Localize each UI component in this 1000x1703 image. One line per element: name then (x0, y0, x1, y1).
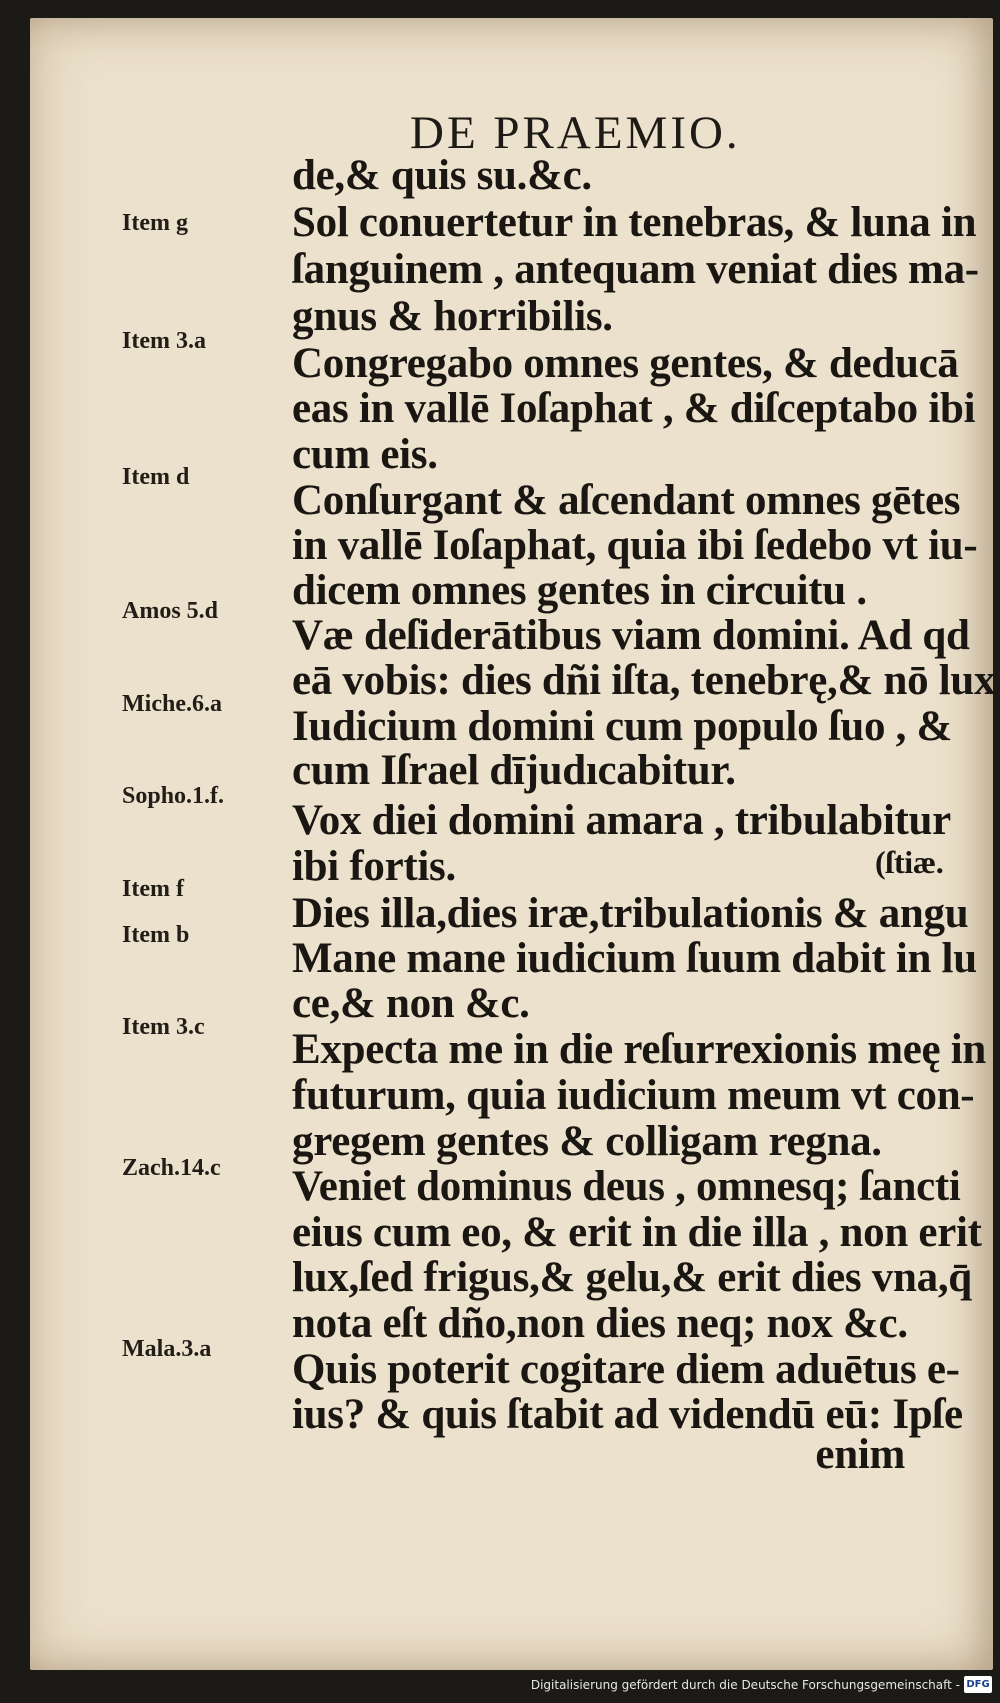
text-line: Quis poterit cogitare diem aduētus e- (292, 1346, 960, 1393)
text-line: Sol conuertetur in tenebras, & luna in (292, 199, 977, 246)
marginal-reference: Item f (122, 876, 184, 902)
text-line: Veniet dominus deus , omnesq; ſancti (292, 1163, 961, 1210)
text-line: ce,& non &c. (292, 980, 530, 1027)
marginal-reference: Item 3.a (122, 328, 206, 354)
marginal-reference: Zach.14.c (122, 1155, 221, 1181)
text-line: ſanguinem , antequam veniat dies ma- (292, 246, 979, 293)
funding-credit: Digitalisierung gefördert durch die Deutsche Forschungsgemeinschaft - (530, 1678, 960, 1692)
marginal-reference: Item g (122, 210, 188, 236)
dfg-logo: DFG (964, 1676, 992, 1693)
text-line: Congregabo omnes gentes, & deducā (292, 340, 959, 387)
text-line: nota eſt dño,non dies neq; nox &c. (292, 1300, 908, 1347)
marginal-reference: Sopho.1.f. (122, 783, 225, 809)
marginal-reference: Miche.6.a (122, 691, 222, 717)
text-line: eā vobis: dies dñi iſta, tenebrę,& nō lux (292, 657, 996, 704)
text-line: gregem gentes & colligam regna. (292, 1118, 882, 1165)
text-line: Dies illa,dies iræ,tribulationis & angu (292, 890, 969, 937)
book-page (30, 18, 996, 1670)
footer-bar (0, 1670, 1000, 1703)
marginal-reference: Item 3.c (122, 1014, 205, 1040)
marginal-reference: Item d (122, 464, 190, 490)
text-line: eas in vallē Ioſaphat , & diſceptabo ibi (292, 385, 976, 432)
text-line: in vallē Ioſaphat, quia ibi ſedebo vt iu- (292, 522, 978, 569)
page-title: DE PRAEMIO. (410, 107, 741, 159)
text-line-continuation: (ſtiæ. (875, 844, 944, 880)
text-line: Expecta me in die reſurrexionis meę in (292, 1026, 987, 1073)
marginal-reference: Item b (122, 922, 190, 948)
catchword: enim (815, 1431, 905, 1478)
text-line: cum eis. (292, 431, 438, 478)
text-line: gnus & horribilis. (292, 293, 613, 340)
text-line: Conſurgant & aſcendant omnes gētes (292, 477, 961, 524)
text-line: cum Iſrael dījudıcabitur. (292, 747, 736, 794)
text-line: Mane mane iudicium ſuum dabit in lu (292, 935, 977, 982)
text-line: dicem omnes gentes in circuitu . (292, 567, 867, 614)
text-line: Vox diei domini amara , tribulabitur (292, 797, 951, 844)
marginal-reference: Mala.3.a (122, 1336, 212, 1362)
marginal-reference: Amos 5.d (122, 598, 219, 624)
text-line: futurum, quia iudicium meum vt con- (292, 1072, 975, 1119)
text-line: ibi fortis. (292, 843, 456, 890)
text-line: de,& quis su.&c. (292, 152, 592, 199)
text-line: ius? & quis ſtabit ad videndū eū: Ipſe (292, 1391, 963, 1438)
text-line: eius cum eo, & erit in die illa , non erit (292, 1209, 982, 1256)
text-line: Iudicium domini cum populo ſuo , & (292, 703, 953, 750)
text-line: Væ deſiderātibus viam domini. Ad qd (292, 612, 970, 659)
text-line: lux,ſed frigus,& gelu,& erit dies vna,q̄ (292, 1254, 972, 1301)
